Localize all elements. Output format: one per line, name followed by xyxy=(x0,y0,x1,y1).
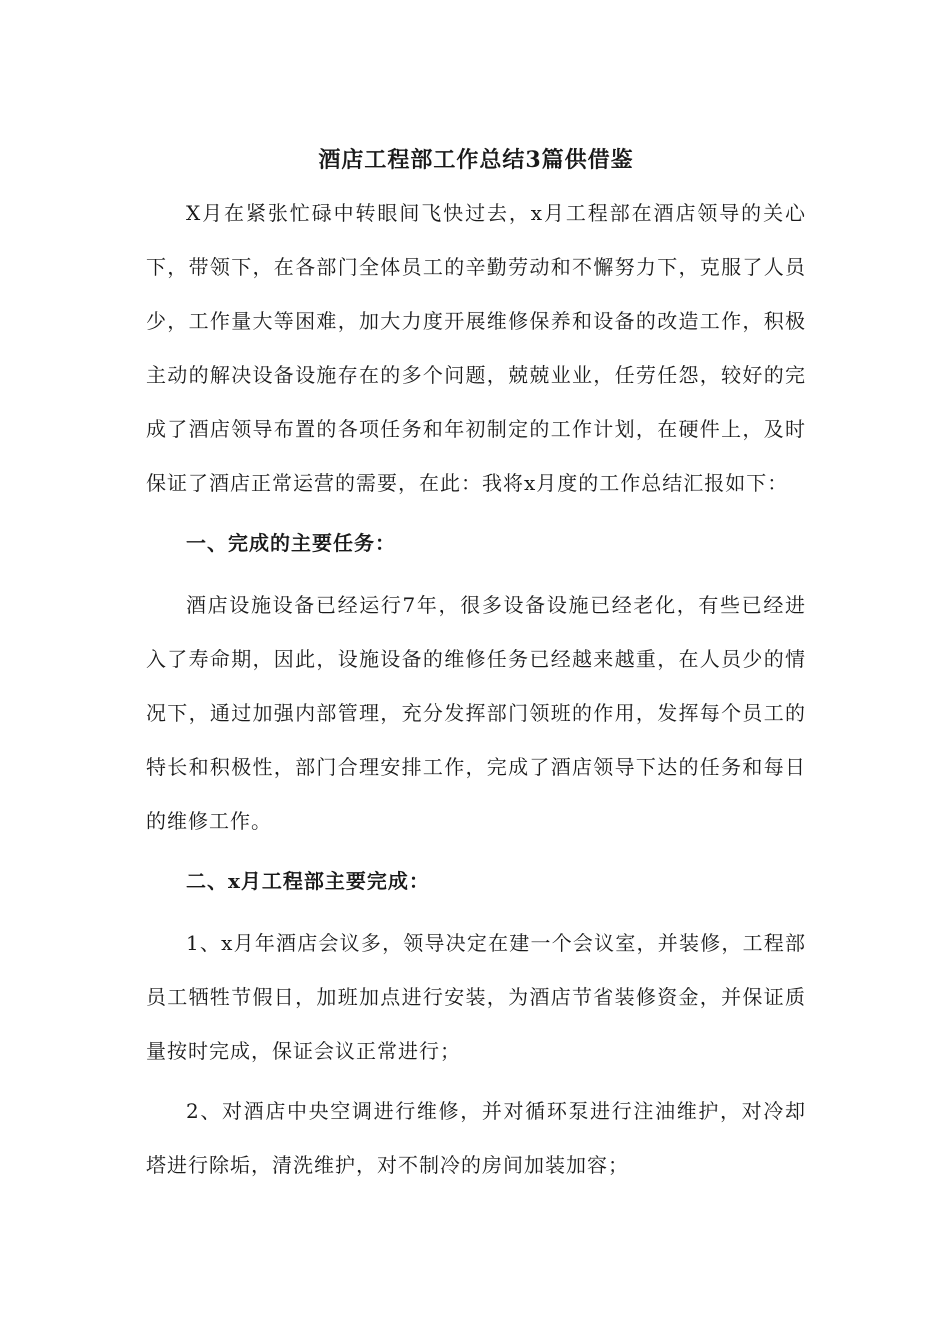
section-1-heading: 一、完成的主要任务： xyxy=(186,531,396,555)
section-1-paragraph: 酒店设施设备已经运行7年，很多设备设施已经老化，有些已经进入了寿命期，因此，设施设备的维修任务已经越来越重，在人员少的情况下，通过加强内部管理，充分发挥部门领班的作用，发挥每个员工的特长和积极性，部门合理安排工作，完成了酒店领导下达的任务和每日的维修工作。 xyxy=(146,593,806,833)
document-title: 酒店工程部工作总结3篇供借鉴 xyxy=(318,147,634,173)
section-2-heading: 二、x月工程部主要完成： xyxy=(186,869,430,893)
item-1-paragraph: 1、x月年酒店会议多，领导决定在建一个会议室，并装修，工程部员工牺牲节假日，加班加点进行安装，为酒店节省装修资金，并保证质量按时完成，保证会议正常进行； xyxy=(146,931,806,1063)
item-2-paragraph: 2、对酒店中央空调进行维修，并对循环泵进行注油维护，对冷却塔进行除垢，清洗维护，对不制冷的房间加装加容； xyxy=(146,1099,806,1177)
document-page xyxy=(146,140,806,1192)
intro-paragraph: X月在紧张忙碌中转眼间飞快过去，x月工程部在酒店领导的关心下，带领下，在各部门全体员工的辛勤劳动和不懈努力下，克服了人员少，工作量大等困难，加大力度开展维修保养和设备的改造工作，积极主动的解决设备设施存在的多个问题，兢兢业业，任劳任怨，较好的完成了酒店领导布置的各项任务和年初制定的工作计划，在硬件上，及时保证了酒店正常运营的需要，在此：我将x月度的工作总结汇报如下： xyxy=(146,201,806,495)
